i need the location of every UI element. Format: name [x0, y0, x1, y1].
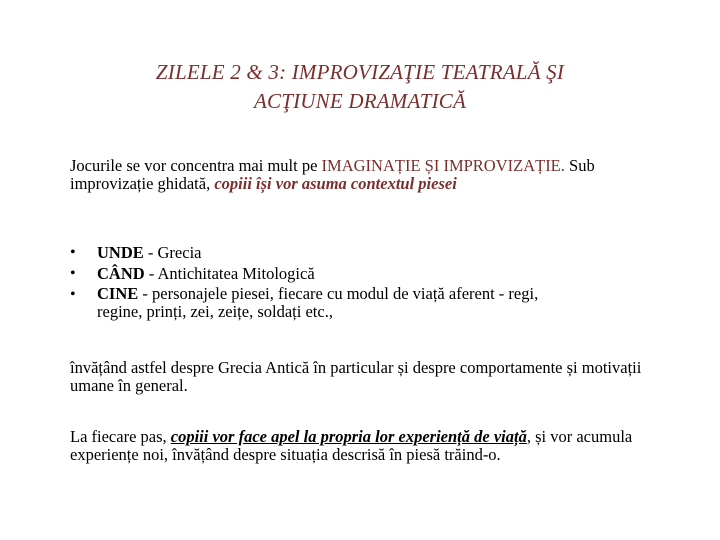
- title-line-2: ACŢIUNE DRAMATICĂ: [253, 89, 467, 113]
- bullet-text-who-continued: regine, prinți, zei, zeițe, soldați etc.,: [97, 302, 333, 321]
- experience-text-1: La fiecare pas,: [70, 427, 171, 446]
- bullet-term-when: CÂND: [97, 264, 145, 283]
- intro-text-1: Jocurile se vor concentra mai mult pe: [70, 156, 322, 175]
- intro-emphasis: copiii își vor asuma contextul piesei: [214, 174, 457, 193]
- bullet-text-who: - personajele piesei, fiecare cu modul de viață aferent - regi,: [138, 284, 539, 303]
- intro-text-2: Sub improvizație ghidată,: [70, 156, 595, 193]
- bullet-text-when: - Antichitatea Mitologică: [144, 264, 315, 283]
- experience-paragraph: [70, 428, 670, 464]
- intro-highlight: IMAGINAȚIE ȘI IMPROVIZAȚIE.: [321, 156, 565, 175]
- experience-emphasis: copiii vor face apel la propria lor experiență de viață: [170, 427, 527, 446]
- bullet-marker: •: [70, 286, 76, 303]
- bullet-item-when: [70, 264, 670, 284]
- intro-paragraph: [70, 157, 670, 193]
- bullet-item-where: [70, 243, 670, 263]
- bullet-term-who: CINE: [97, 284, 139, 303]
- bullet-marker: •: [70, 244, 76, 261]
- bullet-text-where: - Grecia: [143, 243, 202, 262]
- bullet-marker: •: [70, 265, 76, 282]
- learning-paragraph: învățând astfel despre Grecia Antică în particular și despre comportamente și motivații umane în general.: [70, 358, 642, 395]
- bullet-item-who: [70, 285, 670, 321]
- slide-title: [60, 58, 660, 116]
- title-line-1: ZILELE 2 & 3: IMPROVIZAŢIE TEATRALĂ ŞI: [155, 60, 565, 84]
- bullet-term-where: UNDE: [97, 243, 144, 262]
- context-bullet-list: [70, 243, 670, 322]
- experience-text-2: , și vor acumula experiențe noi, învățând despre situația descrisă în piesă trăind-o.: [70, 427, 633, 464]
